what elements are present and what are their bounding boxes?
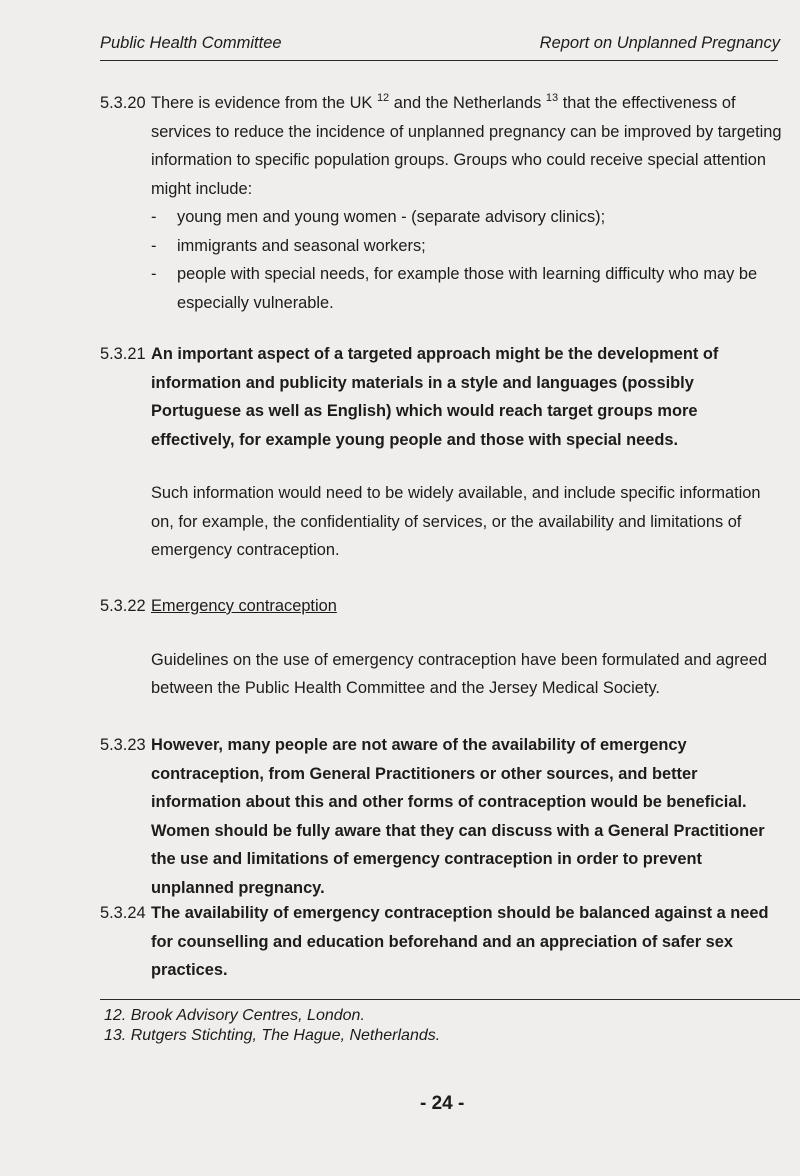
paragraph-5-3-23: [100, 731, 782, 902]
page-number: - 24 -: [420, 1093, 465, 1114]
list-item: - young men and young women - (separate advisory clinics);: [151, 203, 782, 232]
paragraph-text-bold: The availability of emergency contraception should be balanced against a need for counselling and education beforehand and an appreciation of safer sex practices.: [151, 904, 769, 979]
paragraph-5-3-22: [100, 592, 782, 703]
bullet-dash: -: [151, 208, 157, 226]
footnote-12: 12. Brook Advisory Centres, London.: [104, 1007, 365, 1024]
paragraph-5-3-20: [100, 89, 782, 317]
paragraph-text: Such information would need to be widely available, and include specific information on, for example, the confidentiality of services, or the availability and limitations of emergency contraception.: [151, 484, 761, 559]
paragraph-text-bold: An important aspect of a targeted approach might be the development of information and publicity materials in a style and languages (possibly Portuguese as well as English) which would reach target groups more effectively, for example young people and those with special needs.: [151, 345, 719, 449]
section-heading: Emergency contraception: [151, 597, 337, 615]
paragraph-number: 5.3.20: [100, 94, 146, 112]
footnotes: [104, 1006, 440, 1046]
paragraph-text: that the effectiveness of services to reduce the incidence of unplanned pregnancy can be improved by targeting information to specific population groups. Groups who could receive special attention might include:: [151, 94, 782, 198]
paragraph-number: 5.3.24: [100, 904, 146, 922]
paragraph-number: 5.3.21: [100, 345, 146, 363]
paragraph-text: There is evidence from the UK: [151, 94, 377, 112]
footnote-ref-12: 12: [376, 92, 390, 104]
paragraph-5-3-24: [100, 899, 782, 985]
header-divider: [100, 60, 778, 61]
paragraph-number: 5.3.22: [100, 597, 146, 615]
paragraph-text: Guidelines on the use of emergency contraception have been formulated and agreed between the Public Health Committee and the Jersey Medical Society.: [151, 650, 767, 697]
paragraph-text-bold: However, many people are not aware of the availability of emergency contraception, from General Practitioners or other sources, and better information about this and other forms of contraception would be beneficial. Women should be fully aware that they can discuss with a General Practitioner the use and limitations of emergency contraception in order to prevent unplanned pregnancy.: [151, 736, 765, 897]
bullet-list: [151, 203, 782, 317]
paragraph-5-3-21: [100, 340, 782, 565]
list-item: - people with special needs, for example those with learning difficulty who may be especially vulnerable.: [151, 260, 782, 317]
footnote-13: 13. Rutgers Stichting, The Hague, Netherlands.: [104, 1027, 441, 1044]
footnote-ref-13: 13: [545, 92, 559, 104]
page-header: [100, 34, 780, 60]
list-item: - immigrants and seasonal workers;: [151, 232, 782, 261]
paragraph-text: and the Netherlands: [389, 94, 546, 112]
header-report-title: Report on Unplanned Pregnancy: [539, 34, 780, 52]
footnote-divider: [100, 999, 800, 1000]
bullet-dash: -: [151, 236, 157, 255]
paragraph-number: 5.3.23: [100, 736, 146, 754]
bullet-dash: -: [151, 265, 157, 283]
header-committee: Public Health Committee: [100, 34, 282, 52]
